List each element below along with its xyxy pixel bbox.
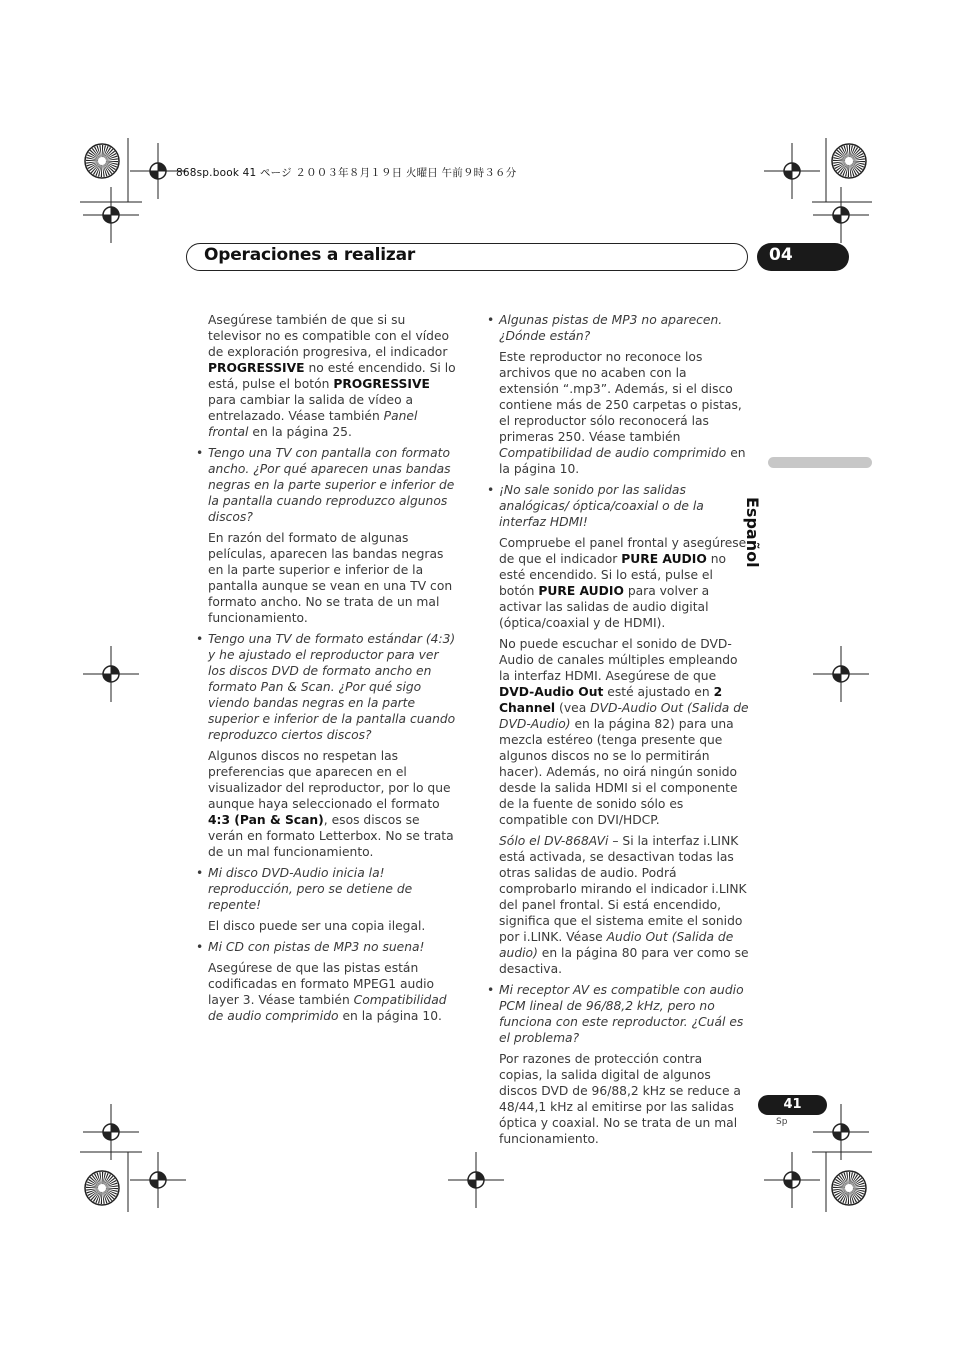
text-run: en la página 10. bbox=[338, 1009, 442, 1023]
text-run: (vea bbox=[555, 701, 591, 715]
faq-question bbox=[487, 982, 749, 1046]
faq-question-text: Mi receptor AV es compatible con audio PCM lineal de 96/88,2 kHz, pero no funciona con este reproductor. ¿Cuál es el problema? bbox=[499, 983, 744, 1045]
bullet-icon: • bbox=[487, 983, 495, 997]
bold-text: PURE AUDIO bbox=[621, 552, 707, 566]
text-run: El disco puede ser una copia ilegal. bbox=[208, 919, 426, 933]
bold-text: 2 Channel bbox=[499, 685, 723, 715]
faq-item bbox=[196, 865, 458, 934]
section-title: Operaciones a realizar bbox=[204, 245, 416, 265]
faq-item bbox=[487, 482, 749, 977]
faq-question-text: Algunas pistas de MP3 no aparecen. ¿Dónde están? bbox=[499, 313, 723, 343]
italic-text: Sólo el DV-868AVi bbox=[499, 834, 609, 848]
text-run: en la página 10. bbox=[499, 446, 746, 476]
text-run: no esté encendido. Si lo está, pulse el botón bbox=[499, 552, 727, 598]
right-column bbox=[487, 312, 749, 1152]
chapter-badge bbox=[757, 243, 849, 271]
italic-text: Compatibilidad de audio comprimido bbox=[208, 993, 447, 1023]
faq-answer bbox=[499, 636, 749, 828]
text-run: Este reproductor no reconoce los archivos que no acaben con la extensión “.mp3”. Además, si el disco contiene más de 250 carpetas o pistas, el reproductor sólo reconocerá las primeras 250. Véase también bbox=[499, 350, 742, 444]
faq-answer bbox=[208, 960, 458, 1024]
text-run: para cambiar la salida de vídeo a entrelazado. Véase también bbox=[208, 393, 414, 423]
starburst-center bbox=[845, 157, 853, 165]
starburst-center bbox=[98, 1184, 106, 1192]
faq-item bbox=[196, 312, 458, 440]
text-run: Asegúrese de que las pistas están codificadas en formato MPEG1 audio layer 3. Véase también bbox=[208, 961, 435, 1007]
faq-answer bbox=[208, 312, 458, 440]
text-run: Compruebe el panel frontal y asegúrese de que el indicador bbox=[499, 536, 747, 566]
text-run: esté ajustado en bbox=[603, 685, 714, 699]
faq-answer bbox=[208, 918, 458, 934]
faq-item bbox=[196, 631, 458, 860]
left-column bbox=[196, 312, 458, 1029]
bold-text: 4:3 (Pan & Scan) bbox=[208, 813, 324, 827]
text-run: Por razones de protección contra copias, la salida digital de algunos discos DVD de 96/88,2 kHz se reduce a 48/44,1 kHz al emitirse por las salidas óptica y coaxial. No se trata de un mal funcionamiento. bbox=[499, 1052, 741, 1146]
bullet-icon: • bbox=[196, 940, 204, 954]
text-run: para volver a activar las salidas de audio digital (óptica/coaxial y de HDMI). bbox=[499, 584, 710, 630]
text-run: No puede escuchar el sonido de DVD-Audio de canales múltiples empleando la interfaz HDMI. Asegúrese de que bbox=[499, 637, 738, 683]
faq-question bbox=[196, 939, 458, 955]
faq-question bbox=[196, 865, 458, 913]
faq-item bbox=[487, 312, 749, 477]
italic-text: Compatibilidad de audio comprimido bbox=[499, 446, 727, 460]
text-run: En razón del formato de algunas películas, aparecen las bandas negras en la parte superior e inferior de la pantalla aunque se vean en una TV con formato ancho. No se trata de un mal funcionamiento. bbox=[208, 531, 453, 625]
text-run: en la página 25. bbox=[248, 425, 352, 439]
italic-text: Panel frontal bbox=[208, 409, 418, 439]
bullet-icon: • bbox=[196, 446, 204, 460]
faq-answer bbox=[499, 833, 749, 977]
faq-question-text: Mi CD con pistas de MP3 no suena! bbox=[208, 940, 425, 954]
faq-question bbox=[196, 631, 458, 743]
faq-item bbox=[196, 445, 458, 626]
page-number: 41 bbox=[758, 1095, 827, 1115]
faq-item bbox=[196, 939, 458, 1024]
bullet-icon: • bbox=[196, 866, 204, 880]
bullet-icon: • bbox=[487, 313, 495, 327]
bold-text: PROGRESSIVE bbox=[333, 377, 430, 391]
faq-question-text: Tengo una TV de formato estándar (4:3) y he ajustado el reproductor para ver los discos DVD de formato ancho en formato Pan & Scan. ¿Por qué sigo viendo bandas negras en la parte superior e inferior de la pantalla cuando reproduzco ciertos discos? bbox=[208, 632, 456, 742]
bold-text: DVD-Audio Out bbox=[499, 685, 604, 699]
text-run: Algunos discos no respetan las preferencias que aparecen en el visualizador del reproductor, por lo que aunque haya seleccionado el formato bbox=[208, 749, 451, 811]
starburst-center bbox=[845, 1184, 853, 1192]
section-title-bar bbox=[186, 243, 748, 271]
faq-answer bbox=[208, 748, 458, 860]
page-lang-code: Sp bbox=[776, 1117, 788, 1127]
text-run: , esos discos se verán en formato Letterbox. No se trata de un mal funcionamiento. bbox=[208, 813, 454, 859]
faq-question-text: Tengo una TV con pantalla con formato ancho. ¿Por qué aparecen unas bandas negras en la parte superior e inferior de la pantalla cuando reproduzco algunos discos? bbox=[208, 446, 455, 524]
faq-answer bbox=[208, 530, 458, 626]
chapter-number: 04 bbox=[769, 245, 793, 265]
faq-answer bbox=[499, 1051, 749, 1147]
faq-question-text: Mi disco DVD-Audio inicia la! reproducción, pero se detiene de repente! bbox=[208, 866, 413, 912]
bullet-icon: • bbox=[196, 632, 204, 646]
text-run: – Si la interfaz i.LINK está activada, se desactivan todas las otras salidas de audio. Podrá comprobarlo mirando el indicador i.LINK del panel frontal. Si está encendido, significa que el sistema emite el sonido por i.LINK. Véase bbox=[499, 834, 747, 944]
language-tab bbox=[768, 457, 872, 468]
faq-question bbox=[487, 312, 749, 344]
text-run: no esté encendido. Si lo está, pulse el botón bbox=[208, 361, 456, 391]
faq-answer bbox=[499, 349, 749, 477]
text-run: en la página 82) para una mezcla estéreo (tenga presente que algunos discos no se lo permitirán hacer). Además, no oirá ningún sonido desde la salida HDMI si el componente de la fuente de sonido sólo es compatible con DVI/HDCP. bbox=[499, 717, 738, 827]
faq-item bbox=[487, 982, 749, 1147]
starburst-center bbox=[98, 157, 106, 165]
bullet-icon: • bbox=[487, 483, 495, 497]
language-label: Español bbox=[743, 497, 762, 568]
faq-question bbox=[196, 445, 458, 525]
print-file-header: 868sp.book 41 ページ ２００３年８月１９日 火曜日 午前９時３６分 bbox=[176, 167, 517, 179]
italic-text: Audio Out (Salida de audio) bbox=[499, 930, 734, 960]
faq-answer bbox=[499, 535, 749, 631]
bold-text: PROGRESSIVE bbox=[208, 361, 305, 375]
faq-question bbox=[487, 482, 749, 530]
bold-text: PURE AUDIO bbox=[538, 584, 624, 598]
text-run: Asegúrese también de que si su televisor no es compatible con el vídeo de exploración progresiva, el indicador bbox=[208, 313, 450, 359]
text-run: en la página 80 para ver como se desactiva. bbox=[499, 946, 749, 976]
faq-question-text: ¡No sale sonido por las salidas analógicas/ óptica/coaxial o de la interfaz HDMI! bbox=[499, 483, 704, 529]
italic-text: DVD-Audio Out (Salida de DVD-Audio) bbox=[499, 701, 749, 731]
